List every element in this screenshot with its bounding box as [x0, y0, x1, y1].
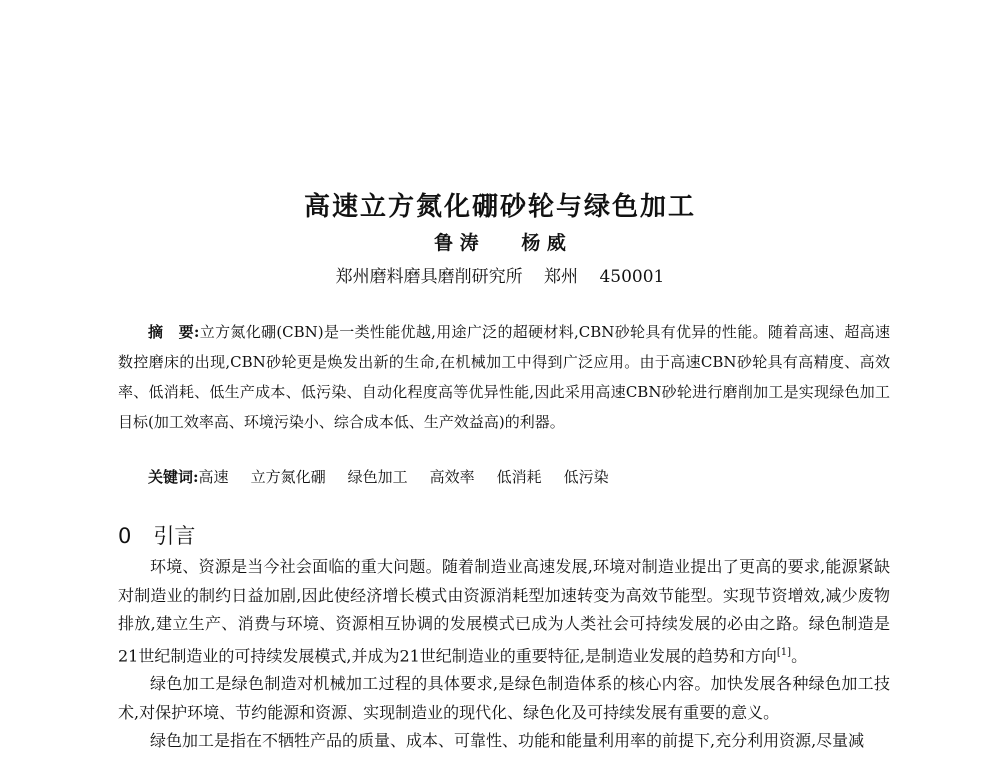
paragraph: [118, 553, 890, 670]
keywords: [148, 465, 888, 489]
abstract-label: 摘 要:: [148, 323, 200, 341]
citation-ref[interactable]: [1]: [776, 646, 792, 658]
paragraph-end: 。: [791, 645, 808, 665]
affiliation-city: 郑州: [544, 267, 579, 287]
keyword: 低消耗: [496, 468, 542, 486]
keyword: 低污染: [563, 468, 609, 486]
abstract-text: 立方氮化硼(CBN)是一类性能优越,用途广泛的超硬材料,CBN砂轮具有优异的性能。随着高速、超高速数控磨床的出现,CBN砂轮更是焕发出新的生命,在机械加工中得到广泛应用。由于高速CBN砂轮具有高精度、高效率、低消耗、低生产成本、低污染、自动化程度高等优异性能,因此采用高速CBN砂轮进行磨削加工是实现绿色加工目标(加工效率高、环境污染小、综合成本低、生产效益高)的利器。: [118, 323, 890, 431]
abstract: [118, 317, 890, 437]
paragraph-text: 环境、资源是当今社会面临的重大问题。随着制造业高速发展,环境对制造业提出了更高的要求,能源紧缺对制造业的制约日益加剧,因此使经济增长模式由资源消耗型加速转变为高效节能型。实现节资增效,减少废物排放,建立生产、消费与环境、资源相互协调的发展模式已成为人类社会可持续发展的必由之路。绿色制造是21世纪制造业的可持续发展模式,并成为21世纪制造业的重要特征,是制造业发展的趋势和方向: [118, 557, 890, 665]
section-number: 0: [118, 524, 132, 548]
author-list: [0, 228, 1000, 255]
paragraph: 绿色加工是指在不牺牲产品的质量、成本、可靠性、功能和能量利用率的前提下,充分利用资源,尽量减: [150, 731, 865, 751]
affiliation: [0, 262, 1000, 287]
affiliation-postcode: 450001: [599, 267, 665, 287]
section-heading: [118, 520, 195, 550]
section-title: 引言: [153, 524, 196, 548]
author-name: 杨 威: [521, 232, 566, 254]
keyword: 高速: [198, 468, 229, 486]
paragraph: 绿色加工是绿色制造对机械加工过程的具体要求,是绿色制造体系的核心内容。加快发展各种绿色加工技术,对保护环境、节约能源和资源、实现制造业的现代化、绿色化及可持续发展有重要的意义。: [118, 674, 890, 722]
body-text: [118, 553, 890, 756]
paper-title: 高速立方氮化硼砂轮与绿色加工: [303, 192, 696, 222]
affiliation-institute: 郑州磨料磨具磨削研究所: [335, 267, 523, 287]
keyword: 高效率: [429, 468, 475, 486]
author-name: 鲁 涛: [434, 232, 479, 254]
keyword: 绿色加工: [347, 468, 408, 486]
keyword: 立方氮化硼: [250, 468, 326, 486]
keywords-label: 关键词:: [148, 468, 199, 486]
